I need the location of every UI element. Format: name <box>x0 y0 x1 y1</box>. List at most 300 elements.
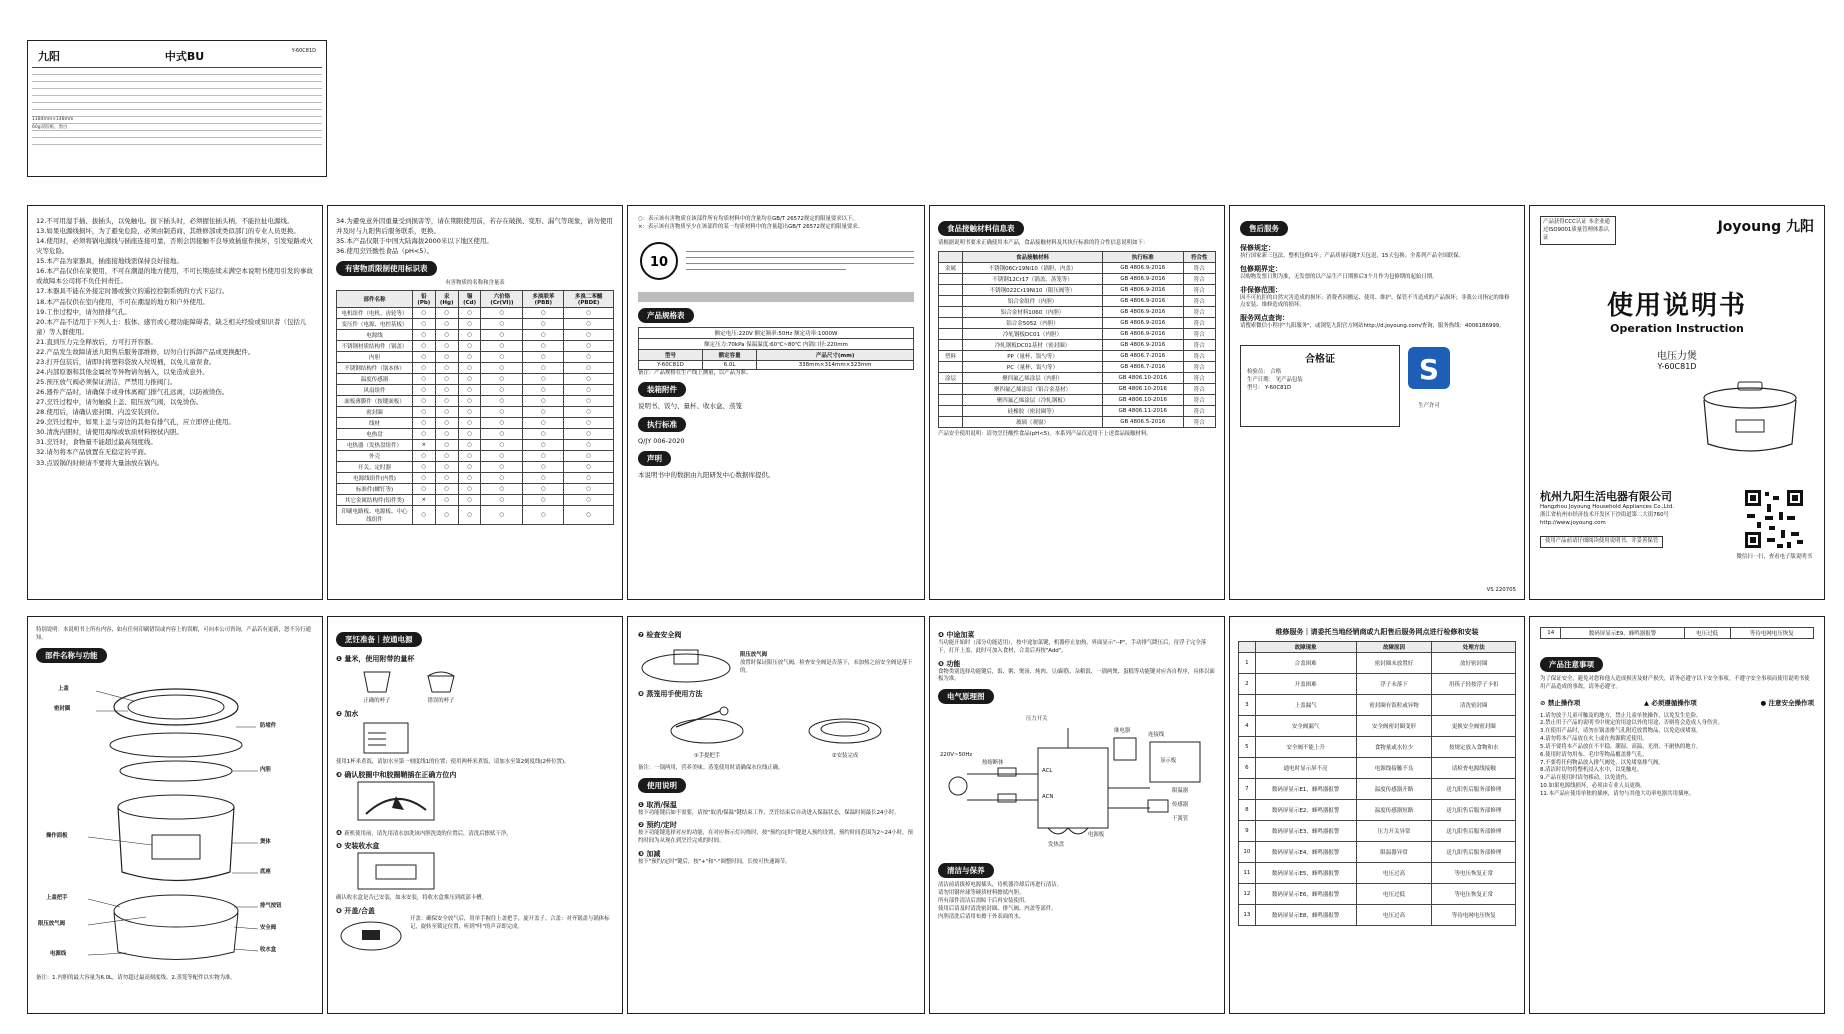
c-label-fuse: 热熔断体 <box>982 760 1004 767</box>
hazard-note-2: ×：表示该有害物质至少在该部件的某一均质材料中的含量超出GB/T 26572规定的限量要求。 <box>638 223 864 230</box>
materials-cell: GB 4806.9-2016 <box>1102 328 1183 339</box>
spec-model: Y-60C81D <box>639 360 703 369</box>
trouble-cell: 安全阀不能上升 <box>1255 737 1356 758</box>
table-row <box>337 473 614 484</box>
row14-cause: 电压过低 <box>1684 628 1730 639</box>
table-row <box>337 418 614 429</box>
label-top-lid: 上盖 <box>58 685 69 692</box>
trouble-cell: 7 <box>1239 779 1256 800</box>
materials-cell: GB 4806.9-2016 <box>1102 284 1183 295</box>
materials-footer: 产品安全使用说明：请勿烹饪酸性食品(pH<5)。本系列产品仅适用于上述食品接触材料。 <box>938 430 1152 437</box>
materials-cell <box>939 339 963 350</box>
care-title: 清洁与保养 <box>938 863 994 878</box>
hazard-mark: ○ <box>458 506 481 525</box>
table-row <box>1239 695 1516 716</box>
trouble-cell: 4 <box>1239 716 1256 737</box>
safety-note: 33.点饭锅的时候请不要将大量油放在锅内。 <box>36 458 164 467</box>
table-row <box>337 319 614 330</box>
trouble-cell: 11 <box>1239 863 1256 884</box>
trouble-cell: 开盖困难 <box>1255 674 1356 695</box>
hazard-mark: ○ <box>458 341 481 352</box>
functions-title: 功能 <box>946 659 961 668</box>
hazard-mark: ○ <box>481 341 523 352</box>
parts-title: 部件名称与功能 <box>36 648 107 663</box>
table-row <box>337 462 614 473</box>
version-code: VS 220705 <box>1486 587 1516 594</box>
safety-note: 13.如果电源线损坏，为了避免危险，必须由制造商、其维修部或类似部门的专业人员更换。 <box>36 227 300 236</box>
accessories-text: 说明书、饭勺、量杯、收水盒、蒸笼 <box>638 402 742 411</box>
manual-title: 使用说明书 <box>1606 291 1747 322</box>
table-row <box>337 484 614 495</box>
trouble-cell: 送九阳售后服务部修理 <box>1432 800 1516 821</box>
hazard-mark: ○ <box>435 451 458 462</box>
hazard-mark: ○ <box>523 484 564 495</box>
hazard-mark: ○ <box>413 418 436 429</box>
safety-note: 36.使用烹饪酸性食品（pH<5）。 <box>336 247 434 256</box>
correct-cup-label: 正确的杯子 <box>363 698 391 704</box>
safety-note: 21.直到压力完全释放后，方可打开容器。 <box>36 337 157 346</box>
care-list <box>938 882 1216 921</box>
hazard-mark: ○ <box>481 462 523 473</box>
row14-no: 14 <box>1541 628 1561 639</box>
hazard-mark: ○ <box>481 330 523 341</box>
safety-note: 30.清洗内胆时，请使用海绵或软质材料擦拭内胆。 <box>36 428 183 437</box>
keep-manual-note: 使用产品前请仔细阅读使用说明书，并妥善保管 <box>1540 536 1663 548</box>
hazard-mark: ○ <box>413 473 436 484</box>
label-body: 煲体 <box>260 838 271 845</box>
hazard-mark: ○ <box>564 407 614 418</box>
materials-cell: 涂层 <box>939 372 963 383</box>
panel-product-notes <box>1529 616 1825 1014</box>
standard-title: 执行标准 <box>638 417 686 432</box>
hazard-header: 多溴联苯(PBB) <box>523 291 564 308</box>
statement-text: 本说明书中的数据由九阳研发中心数据库提供。 <box>638 470 775 479</box>
hazard-table <box>336 290 614 525</box>
note-item: 3.在使用产品时，请勿在锅盖排气孔附近放置物品，以免造成堵塞。 <box>1540 728 1702 735</box>
hazard-mark: ○ <box>458 484 481 495</box>
trouble-cell: 数码屏显示E2，蜂鸣器报警 <box>1255 800 1356 821</box>
hazard-mark: ○ <box>523 319 564 330</box>
table-row <box>337 506 614 525</box>
lid-open-icon <box>336 916 406 956</box>
timer: ❷ 预约/定时 <box>638 821 677 830</box>
hazard-mark: ○ <box>481 484 523 495</box>
materials-cell <box>939 394 963 405</box>
table-row <box>337 429 614 440</box>
spec-size: 338mm×314mm×323mm <box>757 360 914 369</box>
materials-cell <box>939 284 963 295</box>
water-level-icon <box>356 719 416 755</box>
legend-row <box>1540 698 1814 707</box>
hazard-part: 标准件(螺钉等) <box>337 484 413 495</box>
materials-header: 食品接触材料 <box>963 251 1103 262</box>
materials-cell: 符合 <box>1183 372 1215 383</box>
spec-section-title: 产品规格表 <box>638 308 694 323</box>
trouble-cell: 压力开关异常 <box>1356 821 1432 842</box>
add-food: ❹ 中途加菜 <box>938 631 975 639</box>
materials-cell <box>939 416 963 427</box>
hazard-mark: ○ <box>458 330 481 341</box>
label-lid-handle: 上盖把手 <box>46 894 68 901</box>
materials-intro: 请根据说明书要求正确使用本产品，食品接触材料及其执行标准的符合性信息说明如下： <box>938 240 1149 246</box>
care-item: 所有部件清洁后需晾干后再安装使用。 <box>938 897 1030 904</box>
table-row <box>337 352 614 363</box>
trouble-cell: 数码屏显示E6，蜂鸣器报警 <box>1255 884 1356 905</box>
correct-cup-icon <box>360 668 394 694</box>
spec-line2: 额定压力:70kPa 保温温度:60℃~80℃ 内锅口径:220mm <box>639 338 914 349</box>
hazard-mark: ○ <box>523 308 564 319</box>
hazard-part: 不锈钢材质结构件（锅盖） <box>337 341 413 352</box>
trouble-cell: 数码屏显示E5，蜂鸣器报警 <box>1255 863 1356 884</box>
hazard-part: 温度传感器 <box>337 374 413 385</box>
hazard-mark: ○ <box>413 341 436 352</box>
hazard-mark: ○ <box>435 495 458 506</box>
materials-cell: GB 4806.9-2016 <box>1102 306 1183 317</box>
timer-text: 按下功能键选择对应的功能，在对应指示灯闪烁时，按"预约/定时"键进入预约设置，预约时间范围为2~24小时，预约时间为从现在到烹饪完成的时间。 <box>638 830 913 845</box>
trouble-cell: 安全阀漏气 <box>1255 716 1356 737</box>
hazard-mark: ○ <box>481 473 523 484</box>
wrong-cup-icon <box>424 668 458 694</box>
hazard-header: 汞(Hg) <box>435 291 458 308</box>
hazard-mark: ○ <box>564 396 614 407</box>
safety-note: 16.本产品仅供在家使用，不可在潮湿的地方使用，不可长期连续未满空本说明书使用引发的事故或故障本公司将不负任何责任。 <box>36 267 313 286</box>
panel-circuit <box>929 616 1225 1014</box>
legend-prohibited-text: 禁止操作项 <box>1547 698 1581 707</box>
spec-table <box>638 327 914 370</box>
plus-minus: ❸ 加减 <box>638 850 661 859</box>
care-item: 请勿用钢丝球等硬质材料擦拭内胆。 <box>938 890 1025 897</box>
legend-prohibited <box>1540 698 1580 707</box>
valve-label: 限压放气阀 <box>740 652 767 659</box>
hazard-mark: ○ <box>523 473 564 484</box>
note-item: 1.请勿放于儿童可触及的地方，禁止儿童单独操作，以免发生危险。 <box>1540 712 1702 719</box>
add-food-title: 中途加菜 <box>946 631 975 639</box>
steamer-note: 备注：一锅两用，营养美味。蒸笼使用时请确保水位线正确。 <box>638 764 784 771</box>
materials-cell: 聚四氟乙烯涂层（冷轧钢板） <box>963 394 1103 405</box>
hazard-mark: ○ <box>481 418 523 429</box>
hazard-mark: ○ <box>564 495 614 506</box>
trouble-header: 故障现象 <box>1255 642 1356 653</box>
table-row <box>939 361 1216 372</box>
care-item: 清洁前请拔掉电源插头，待机器冷却后再进行清洁。 <box>938 882 1062 889</box>
caution-icon: ● <box>1760 698 1767 707</box>
panel-spec <box>627 205 925 600</box>
hazard-mark: ○ <box>564 385 614 396</box>
hazard-mark: ○ <box>564 330 614 341</box>
add-food-text: 当功能开始时（部分功能适用），按中途加菜键，机器停止加热。界面显示"--P"，手动排气降压后，待浮子完全落下，打开上盖，此时可加入食材，合盖后再按"Add"。 <box>938 640 1207 654</box>
table-row <box>1239 821 1516 842</box>
steamer-fig1: ①手提把手 <box>693 753 721 759</box>
materials-cell: 符合 <box>1183 339 1215 350</box>
trouble-cell: 8 <box>1239 800 1256 821</box>
contact-text: 请搜索微信小程序"九阳服务"，或浏览九阳官方网站http://d.joyoung.com/查询，服务热线：4006186999。 <box>1240 323 1505 330</box>
hazard-mark: ○ <box>435 385 458 396</box>
materials-cell <box>939 295 963 306</box>
trouble-cell: 电压过高 <box>1356 905 1432 926</box>
panel-prep <box>327 616 623 1014</box>
hazard-part: 密封圈 <box>337 407 413 418</box>
c-label-wire: 连接线 <box>1148 732 1165 739</box>
hazard-mark: ○ <box>435 418 458 429</box>
hazard-mark: ○ <box>481 429 523 440</box>
hazard-mark: ○ <box>481 319 523 330</box>
hazard-mark: ○ <box>413 451 436 462</box>
materials-cell: 符合 <box>1183 394 1215 405</box>
table-row <box>337 374 614 385</box>
hazard-mark: ○ <box>564 462 614 473</box>
label-water-box: 收水盒 <box>260 946 277 953</box>
spec-note: 备注：产品规格在生产线上测量，以产品为准。 <box>638 369 752 376</box>
legend-caution-text: 注意安全操作项 <box>1768 698 1814 707</box>
materials-cell: 玻璃（观窗） <box>963 416 1103 427</box>
cert-value-3: Y-60C81D <box>1264 384 1292 391</box>
table-row <box>1239 842 1516 863</box>
materials-cell: 聚四氟乙烯涂层（铝合金基材） <box>963 383 1103 394</box>
circuit-diagram <box>938 708 1216 858</box>
legend-mandatory <box>1644 698 1697 707</box>
qs-logo-icon <box>1406 345 1452 399</box>
hazard-mark: ○ <box>435 506 458 525</box>
panel-usage <box>627 616 925 1014</box>
product-notes-list <box>1540 713 1814 799</box>
panel-hazard-table <box>327 205 623 600</box>
hazard-part: 外壳 <box>337 451 413 462</box>
safety-note: 32.请勿将本产品放置在无稳定的平面。 <box>36 448 151 457</box>
brand-latin: Joyoung <box>1717 219 1782 235</box>
legend-mandatory-text: 必须遵循操作项 <box>1651 698 1697 707</box>
safety-note: 15.本产品为家器具，插座接地线需保持良好接地。 <box>36 257 183 266</box>
cert-field-2: 生产日期： <box>1247 376 1274 383</box>
materials-cell: 铝合金材料1060（内胆） <box>963 306 1103 317</box>
label-safety-valve: 安全阀 <box>260 924 277 931</box>
note-item: 9.产品在使用时请勿移动，以免烫伤。 <box>1540 775 1632 782</box>
table-row <box>337 495 614 506</box>
prep-step-3: ❸ 确认胶圈中和胶圈鞘插在正确方位内 <box>336 770 457 779</box>
company-name: 杭州九阳生活电器有限公司 <box>1540 490 1672 503</box>
trouble-cell: 数码屏显示E3，蜂鸣器报警 <box>1255 821 1356 842</box>
trouble-header <box>1239 642 1256 653</box>
spec-card-dept: 中式BU <box>164 50 205 63</box>
trouble-cell: 安全阀密封圈变形 <box>1356 716 1432 737</box>
table-row <box>1239 905 1516 926</box>
recycle-block <box>638 240 914 282</box>
spec-card-header <box>28 41 326 67</box>
materials-cell: 不锈钢06Cr19Ni10（锅胆、内盖） <box>963 262 1103 273</box>
materials-cell: 符合 <box>1183 295 1215 306</box>
safety-note: 18.本产品仅供在室内使用，不可在潮湿的地方和户外使用。 <box>36 297 209 306</box>
hazard-mark: ○ <box>564 506 614 525</box>
note-item: 4.请勿将本产品放在火上或在热源附近使用。 <box>1540 736 1648 743</box>
hazard-part: 变压件（电源、电控基板） <box>337 319 413 330</box>
materials-cell: 符合 <box>1183 383 1215 394</box>
trouble-cell: 等电压恢复正常 <box>1432 863 1516 884</box>
table-row <box>1239 758 1516 779</box>
hazard-mark: ○ <box>523 385 564 396</box>
hazard-header: 镉(Cd) <box>458 291 481 308</box>
note-item: 6.使用时请勿用布、毛巾等物品覆盖排气孔。 <box>1540 751 1648 758</box>
materials-cell: 冷轧钢板DC01基材（密封圈） <box>963 339 1103 350</box>
materials-cell: 符合 <box>1183 350 1215 361</box>
steamer-text: 蒸笼用手使用方法 <box>646 690 703 698</box>
hazard-part: 电源线组件(内置) <box>337 473 413 484</box>
table-row <box>939 350 1216 361</box>
hazard-mark: ○ <box>458 495 481 506</box>
materials-cell: 聚四氟乙烯涂层（内胆） <box>963 372 1103 383</box>
safety-note: 31.烹饪时，食物量不能超过最高刻度线。 <box>36 438 157 447</box>
trouble-cell: 密封圈有饭粒或异物 <box>1356 695 1432 716</box>
safety-note: 28.使用后，请确认密封圈、内盖安装到位。 <box>36 408 164 417</box>
spec-h-model: 型号 <box>639 349 703 360</box>
materials-cell: 符合 <box>1183 284 1215 295</box>
hazard-mark: ○ <box>458 429 481 440</box>
trouble-cell: 2 <box>1239 674 1256 695</box>
hazard-part: 风扇组件 <box>337 385 413 396</box>
materials-cell: 铝合金5052（内胆） <box>963 317 1103 328</box>
hazard-mark: ○ <box>458 462 481 473</box>
note-item: 5.请不要将本产品放在不平稳、潮湿、高温、光滑、不耐热的地方。 <box>1540 743 1702 750</box>
cert-field-1: 检验员： <box>1247 369 1269 376</box>
table-row <box>337 385 614 396</box>
table-row <box>939 416 1216 427</box>
hazard-mark: ○ <box>413 407 436 418</box>
table-row <box>1239 800 1516 821</box>
functions: ❺ 功能 <box>938 659 961 668</box>
materials-cell: GB 4806.11-2016 <box>1102 405 1183 416</box>
materials-cell: 符合 <box>1183 306 1215 317</box>
water-box-note: 确认收水盒是否已安装，如未安装，将收水盒推压到底部卡槽。 <box>336 895 487 902</box>
plus-minus-title: 加减 <box>646 850 661 859</box>
safety-notes-list <box>36 216 314 468</box>
svg-text:10: 10 <box>649 254 669 270</box>
materials-cell: 符合 <box>1183 328 1215 339</box>
materials-cell: 金属 <box>939 262 963 273</box>
hazard-part: 电热器（发热盘组件） <box>337 440 413 451</box>
hazard-mark: ○ <box>458 396 481 407</box>
hazard-part: 电热盘 <box>337 429 413 440</box>
trouble-cell: 电压过低 <box>1356 884 1432 905</box>
materials-header: 符合性 <box>1183 251 1215 262</box>
steamer-handle-icon <box>662 703 752 749</box>
hazard-part: 不锈钢结构件（锅本体） <box>337 363 413 374</box>
certificate-box <box>1240 345 1400 427</box>
safety-note: 23.打开包装后，请即时将塑料袋放入垃圾桶，以免儿童误食。 <box>36 357 216 366</box>
materials-cell <box>939 317 963 328</box>
hazard-header: 铅(Pb) <box>413 291 436 308</box>
statement-title: 声明 <box>638 451 671 466</box>
materials-cell: 冷轧钢板DC01（内胆） <box>963 328 1103 339</box>
prep-step-4-text: 新机使用前，请先用清水加洗该内胆洗烫的位置后，清洗后擦拭干净。 <box>344 830 512 837</box>
hazard-mark: ○ <box>564 429 614 440</box>
table-row <box>1239 653 1516 674</box>
hazard-mark: ○ <box>458 418 481 429</box>
hazard-mark: ○ <box>413 308 436 319</box>
hazard-mark: ○ <box>435 440 458 451</box>
company-name-en: Hangzhou Joyoung Household Appliances Co.,Ltd. <box>1540 504 1675 510</box>
parts-footnote: 备注：1.内胆的最大容量为6.0L，请勿超过最高刻度线。2.蒸笼等配件以实物为准。 <box>36 974 236 981</box>
table-row <box>939 262 1216 273</box>
pressure-cooker-illustration <box>1690 376 1810 462</box>
materials-cell: GB 4806.10-2016 <box>1102 394 1183 405</box>
hazard-part: 其它金属结构件(铝件类) <box>337 495 413 506</box>
hazard-mark: ○ <box>523 495 564 506</box>
prep-step-1-text: 量米，使用附带的量杯 <box>344 655 415 663</box>
hazard-mark: ○ <box>564 341 614 352</box>
table-row <box>337 341 614 352</box>
product-model: Y-60C81D <box>1657 362 1697 372</box>
trouble-cell: 12 <box>1239 884 1256 905</box>
accessories-title: 装箱附件 <box>638 382 686 397</box>
hazard-mark: ○ <box>435 374 458 385</box>
exclusion-title: 非保修范围： <box>1240 285 1282 294</box>
qs-block <box>1406 345 1452 427</box>
c-label-acl: ACL <box>1042 768 1053 775</box>
hazard-mark: ○ <box>458 385 481 396</box>
note-item: 11.本产品应使用单独的插座，请勿与其他大功率电器共用插座。 <box>1540 790 1695 797</box>
materials-cell: 铝合金组件（内胆） <box>963 295 1103 306</box>
check-valve-text: 检查安全阀 <box>646 631 682 639</box>
materials-cell: GB 4806.5-2016 <box>1102 416 1183 427</box>
hazard-mark: ○ <box>413 352 436 363</box>
safety-note: 35.本产品仅限于中国大陆海拔2000米以下地区使用。 <box>336 237 493 246</box>
safety-note: 17.本器具不能在外接定时器或独立的遥控控制系统的方式下运行。 <box>36 287 229 296</box>
spec-card-size: 1184mm×148mm <box>32 117 322 124</box>
company-web: http://www.joyoung.com <box>1540 519 1606 526</box>
cancel-keep-warm-title: 取消/保温 <box>646 800 677 809</box>
safety-note: 25.预压放气阀必须保证清洁，严禁用力推阀门。 <box>36 378 177 386</box>
water-note: 使用1杯米煮饭，请加水至第一刻度线1的位置；使用两杯米煮饭，请加水至第2刻度线(2杯位置)。 <box>336 758 570 765</box>
prep-step-5: ❺ 安装收水盒 <box>336 842 380 851</box>
hazard-mark: ○ <box>435 308 458 319</box>
hazard-mark: ○ <box>435 330 458 341</box>
special-note: 特别说明：本说明书上所有内容，如有任何印刷错误或内容上的误解，可向本公司咨询，产品若有更新，恕不另行通知。 <box>36 627 311 641</box>
cancel-keep-warm-text: 按下功能键后如不需要，请按"取消/保温"键结束工作，烹饪结束后自动进入保温状态，保温时间最长24小时。 <box>638 809 900 816</box>
legend-caution <box>1761 698 1814 707</box>
hazard-mark: ○ <box>481 385 523 396</box>
materials-cell: GB 4806.9-2016 <box>1102 262 1183 273</box>
cups-row <box>360 668 614 706</box>
table-row <box>939 295 1216 306</box>
c-label-pressure-switch: 压力开关 <box>1026 716 1048 723</box>
table-row <box>939 306 1216 317</box>
safety-note: 12.不可用湿手插、拔插头，以免触电。拔下插头时，必须握住插头柄，不能拉扯电源线。 <box>36 217 294 225</box>
hazard-mark: ○ <box>413 385 436 396</box>
materials-cell: 符合 <box>1183 262 1215 273</box>
hazard-mark: ○ <box>413 374 436 385</box>
prohibited-icon: ⊘ <box>1540 698 1546 707</box>
materials-cell: 不锈钢022Cr19Ni10（限压阀等） <box>963 284 1103 295</box>
hazard-note-1: ○：表示该有害物质在该部件所有均质材料中的含量均在GB/T 26572规定的限量要求以下。 <box>638 216 858 222</box>
hazard-mark: ○ <box>435 484 458 495</box>
qr-block <box>1737 488 1812 562</box>
steamer-installed-icon <box>800 703 890 749</box>
seal-ring-icon <box>356 780 436 822</box>
hazard-header: 部件名称 <box>337 291 413 308</box>
trouble-cell: 限温器异常 <box>1356 842 1432 863</box>
materials-cell <box>939 306 963 317</box>
trouble-cell: 通电时显示屏不亮 <box>1255 758 1356 779</box>
hazard-mark: ○ <box>481 451 523 462</box>
circuit-lines <box>938 708 1218 858</box>
materials-cell: GB 4806.9-2016 <box>1102 273 1183 284</box>
circuit-title: 电气原理图 <box>938 689 994 704</box>
table-row <box>939 273 1216 284</box>
trouble-cell: 13 <box>1239 905 1256 926</box>
materials-cell: GB 4806.7-2016 <box>1102 350 1183 361</box>
hazard-mark: ○ <box>413 429 436 440</box>
materials-header <box>939 251 963 262</box>
hazard-mark: ○ <box>523 418 564 429</box>
table-row <box>939 405 1216 416</box>
